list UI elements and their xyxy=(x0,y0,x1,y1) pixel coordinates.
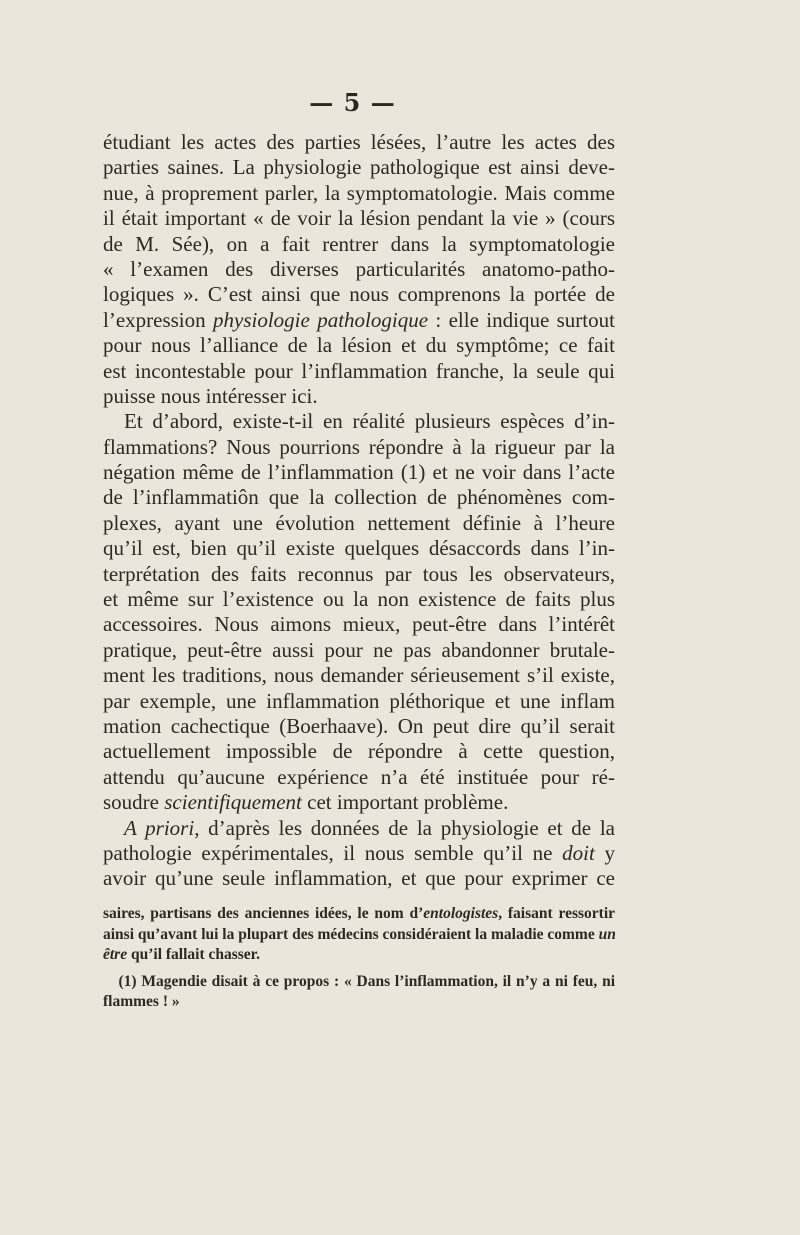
text-line xyxy=(103,333,615,358)
text-segment: terprétation des faits reconnus par tous les observateurs, xyxy=(103,561,615,586)
text-segment: Et d’abord, existe-t-il en réalité plusieurs espèces d’in- xyxy=(103,409,615,434)
footnote-line xyxy=(103,992,615,1013)
text-segment: ainsi qu’avant lui la plupart des médecins considéraient la maladie comme xyxy=(103,925,599,943)
text-segment: par exemple, une inflammation pléthorique et une inflam xyxy=(103,688,615,713)
footnotes xyxy=(103,904,615,1013)
text-line xyxy=(103,359,615,384)
text-segment: saires, partisans des anciennes idées, le nom d’ xyxy=(103,905,424,922)
text-line xyxy=(103,536,615,561)
italic-text: doit xyxy=(562,840,595,865)
text-segment: qu’il fallait chasser. xyxy=(127,946,261,964)
text-segment: avoir qu’une seule inflammation, et que pour exprimer ce xyxy=(103,866,615,891)
text-segment: attendu qu’aucune expérience n’a été instituée pour ré- xyxy=(103,764,615,789)
text-line xyxy=(103,714,615,739)
text-line xyxy=(103,663,615,688)
text-segment: y xyxy=(594,840,616,865)
text-segment: nue, à proprement parler, la symptomatologie. Mais comme xyxy=(103,180,615,205)
text-line xyxy=(103,206,615,231)
text-line xyxy=(103,765,615,790)
text-segment xyxy=(103,816,124,840)
text-line xyxy=(103,511,615,536)
text-segment: cet important problème. xyxy=(301,790,509,815)
text-segment: ment les traditions, nous demander sérieusement s’il existe, xyxy=(103,663,615,688)
italic-text: être xyxy=(103,946,128,964)
text-line xyxy=(103,841,615,866)
text-segment: logiques ». C’est ainsi que nous comprenons la portée de xyxy=(103,282,615,307)
text-line xyxy=(103,790,615,815)
text-line xyxy=(103,485,615,510)
italic-text: scientifiquement xyxy=(164,790,302,815)
footnote-line xyxy=(103,904,615,925)
text-line xyxy=(103,612,615,637)
page-number: — 5 — xyxy=(309,88,396,117)
text-line xyxy=(103,739,615,764)
text-segment: accessoires. Nous aimons mieux, peut-être dans l’intérêt xyxy=(103,612,615,637)
text-segment: , faisant ressortir xyxy=(498,905,616,922)
text-line xyxy=(103,587,615,612)
italic-text: A priori xyxy=(124,815,195,840)
text-segment: puisse nous intéresser ici. xyxy=(103,383,318,408)
text-segment: qu’il est, bien qu’il existe quelques désaccords dans l’in- xyxy=(103,536,615,561)
text-line xyxy=(103,638,615,663)
text-line xyxy=(103,130,615,155)
text-line xyxy=(103,689,615,714)
text-segment: pathologie expérimentales, il nous semble qu’il ne xyxy=(103,840,563,865)
text-line xyxy=(103,155,615,180)
text-segment: « l’examen des diverses particularités anatomo-patho- xyxy=(103,256,615,281)
footnote-line xyxy=(103,945,615,966)
text-line xyxy=(103,257,615,282)
text-segment: parties saines. La physiologie pathologique est ainsi deve- xyxy=(103,155,615,180)
text-segment: soudre xyxy=(103,790,165,815)
text-line xyxy=(103,409,615,434)
text-segment: et même sur l’existence ou la non existence de faits plus xyxy=(103,587,615,612)
italic-text: physiologie pathologique xyxy=(213,307,429,332)
text-segment: négation même de l’inflammation (1) et ne voir dans l’acte xyxy=(103,460,615,485)
text-line xyxy=(103,866,615,891)
text-segment: flammes ! » xyxy=(103,993,180,1011)
text-segment: étudiant les actes des parties lésées, l’autre les actes des xyxy=(103,130,615,154)
footnote-line xyxy=(103,925,615,946)
text-segment: pratique, peut-être aussi pour ne pas abandonner brutale- xyxy=(103,637,615,662)
text-segment: actuellement impossible de répondre à cette question, xyxy=(103,739,615,764)
text-segment: est incontestable pour l’inflammation franche, la seule qui xyxy=(103,358,615,383)
text-line xyxy=(103,232,615,257)
text-segment: il était important « de voir la lésion pendant la vie » (cours xyxy=(103,206,615,231)
text-line xyxy=(103,435,615,460)
text-segment: plexes, ayant une évolution nettement définie à l’heure xyxy=(103,510,615,535)
text-line xyxy=(103,460,615,485)
text-segment: l’expression xyxy=(103,307,214,332)
text-segment: pour nous l’alliance de la lésion et du symptôme; ce fait xyxy=(103,333,615,358)
text-segment: : elle indique surtout xyxy=(428,307,615,332)
text-segment: , d’après les données de la physiologie et de la xyxy=(194,815,615,840)
text-line xyxy=(103,562,615,587)
text-line xyxy=(103,384,615,409)
italic-text: un xyxy=(598,925,616,943)
body-text xyxy=(103,130,615,892)
text-line xyxy=(103,282,615,307)
text-segment: mation cachectique (Boerhaave). On peut dire qu’il serait xyxy=(103,713,615,738)
text-segment: de M. Sée), on a fait rentrer dans la symptomatologie xyxy=(103,231,615,256)
text-segment: de l’inflammatiôn que la collection de phénomènes com- xyxy=(103,485,615,510)
text-segment: flammations? Nous pourrions répondre à la rigueur par la xyxy=(103,434,615,459)
text-segment: (1) Magendie disait à ce propos : « Dans l’inflammation, il n’y a ni feu, ni xyxy=(103,972,615,990)
text-line xyxy=(103,181,615,206)
footnote-line xyxy=(103,972,615,993)
italic-text: entologistes xyxy=(423,905,499,922)
text-line xyxy=(103,308,615,333)
text-line xyxy=(103,816,615,841)
